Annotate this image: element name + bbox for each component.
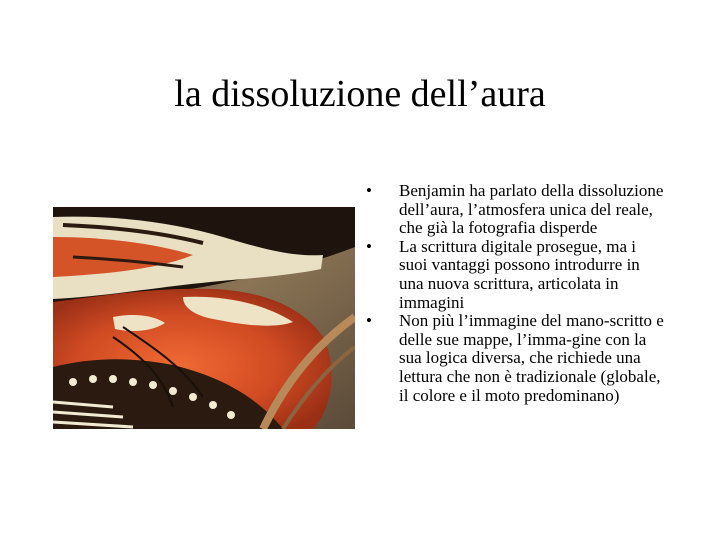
bullet-item bbox=[366, 312, 666, 405]
bullet-marker: • bbox=[366, 236, 372, 256]
bullet-text: Benjamin ha parlato della dissoluzione dell’aura, l’atmosfera unica del reale, che già la fotografia disperde bbox=[399, 181, 664, 238]
butterfly-photo bbox=[53, 207, 355, 429]
bullet-item bbox=[366, 238, 666, 312]
bullet-item bbox=[366, 182, 666, 238]
bullet-marker: • bbox=[366, 181, 372, 200]
bullet-text: La scrittura digitale prosegue, ma i suoi vantaggi possono introdurre in una nuova scrittura, articolata in immagini bbox=[399, 236, 640, 312]
bullet-text: Non più l’immagine del mano-scritto e delle sue mappe, l’imma-gine con la sua logica diversa, che richiede una lettura che non è tradizionale (globale, il colore e il moto predominano) bbox=[399, 311, 664, 405]
bullet-list bbox=[366, 182, 666, 405]
butterfly-wing-image bbox=[53, 207, 355, 429]
bullet-marker: • bbox=[366, 311, 372, 331]
slide-title: la dissoluzione dell’aura bbox=[174, 73, 546, 115]
